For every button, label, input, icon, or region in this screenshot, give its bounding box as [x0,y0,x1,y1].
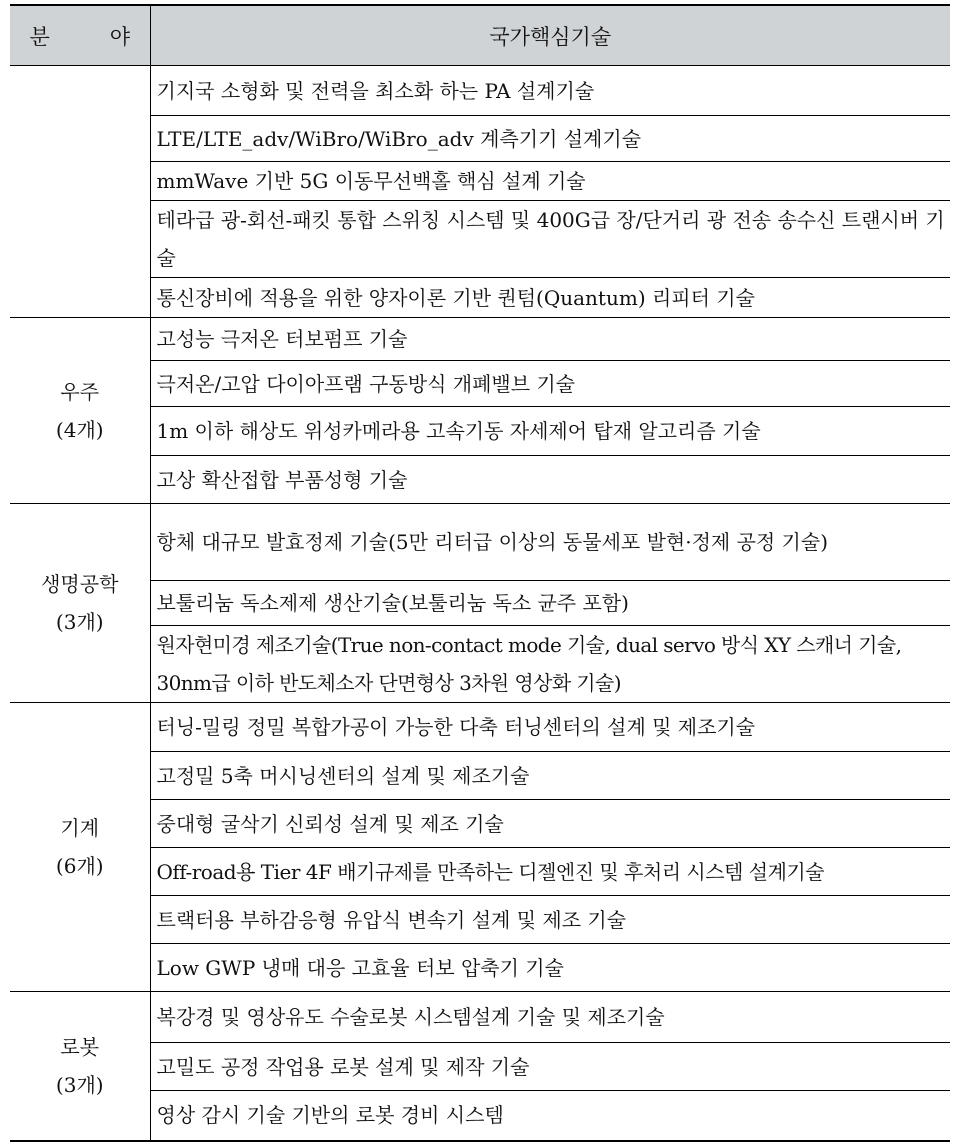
category-name: 우주 [60,379,100,404]
table-row [10,896,950,944]
tech-item: 고상 확산접합 부품성형 기술 [150,456,950,504]
table-row [10,703,950,752]
field-header-part-a: 분 [29,24,50,49]
table-row [10,456,950,504]
table-row [10,752,950,800]
table-row [10,318,950,361]
category-name: 생명공학 [41,572,119,596]
tech-item: 원자현미경 제조기술(True non-contact mode 기술, dual servo 방식 XY 스캐너 기술, 30nm급 이하 반도체소자 단면형상 3차원 영상화 기술) [150,626,950,703]
technology-column-header: 국가핵심기술 [150,5,950,66]
tech-item: Off-road용 Tier 4F 배기규제를 만족하는 디젤엔진 및 후처리 시스템 설계기술 [150,848,950,896]
tech-item: LTE/LTE_adv/WiBro/WiBro_adv 계측기기 설계기술 [150,116,950,162]
category-cell [10,504,150,703]
table-row [10,626,950,703]
category-count: (3개) [55,1072,104,1097]
category-cell [10,318,150,504]
tech-item: 극저온/고압 다이아프램 구동방식 개폐밸브 기술 [150,361,950,407]
tech-item: 중대형 굴삭기 신뢰성 설계 및 제조 기술 [150,800,950,848]
tech-item: Low GWP 냉매 대응 고효율 터보 압축기 기술 [150,944,950,992]
tech-item: 통신장비에 적용을 위한 양자이론 기반 퀀텀(Quantum) 리피터 기술 [150,278,950,318]
tech-item: 영상 감시 기술 기반의 로봇 경비 시스템 [150,1091,950,1141]
category-count: (3개) [55,610,104,634]
table-row [10,944,950,992]
table-row [10,66,950,116]
table-header-row [10,5,950,66]
core-technology-table [10,4,950,1142]
table-row [10,407,950,456]
tech-item: 터닝-밀링 정밀 복합가공이 가능한 다축 터닝센터의 설계 및 제조기술 [150,703,950,752]
table-row [10,361,950,407]
tech-item: mmWave 기반 5G 이동무선백홀 핵심 설계 기술 [150,162,950,201]
category-count: (4개) [55,417,104,442]
table-row [10,116,950,162]
tech-item: 트랙터용 부하감응형 유압식 변속기 설계 및 제조 기술 [150,896,950,944]
table-row [10,800,950,848]
table-row [10,1091,950,1141]
category-cell [10,703,150,992]
category-name: 로봇 [60,1034,100,1059]
table-row [10,848,950,896]
tech-item: 복강경 및 영상유도 수술로봇 시스템설계 기술 및 제조기술 [150,992,950,1043]
tech-item: 고성능 극저온 터보펌프 기술 [150,318,950,361]
field-column-header [10,5,150,66]
tech-item: 기지국 소형화 및 전력을 최소화 하는 PA 설계기술 [150,66,950,116]
category-cell [10,66,150,318]
table-row [10,581,950,626]
tech-item: 고밀도 공정 작업용 로봇 설계 및 제작 기술 [150,1043,950,1091]
category-cell [10,992,150,1141]
tech-item: 테라급 광-회선-패킷 통합 스위칭 시스템 및 400G급 장/단거리 광 전송 송수신 트랜시버 기술 [150,201,950,278]
tech-item: 항체 대규모 발효정제 기술(5만 리터급 이상의 동물세포 발현·정제 공정 기술) [150,504,950,581]
tech-item: 1m 이하 해상도 위성카메라용 고속기동 자세제어 탑재 알고리즘 기술 [150,407,950,456]
table-row [10,162,950,201]
field-header-part-b: 야 [109,24,131,49]
tech-item: 보툴리눔 독소제제 생산기술(보툴리눔 독소 균주 포함) [150,581,950,626]
tech-item: 고정밀 5축 머시닝센터의 설계 및 제조기술 [150,752,950,800]
table-row [10,992,950,1043]
table-row [10,504,950,581]
table-row [10,1043,950,1091]
table-row [10,201,950,278]
category-name: 기계 [60,816,100,840]
category-count: (6개) [55,854,104,878]
table-row [10,278,950,318]
